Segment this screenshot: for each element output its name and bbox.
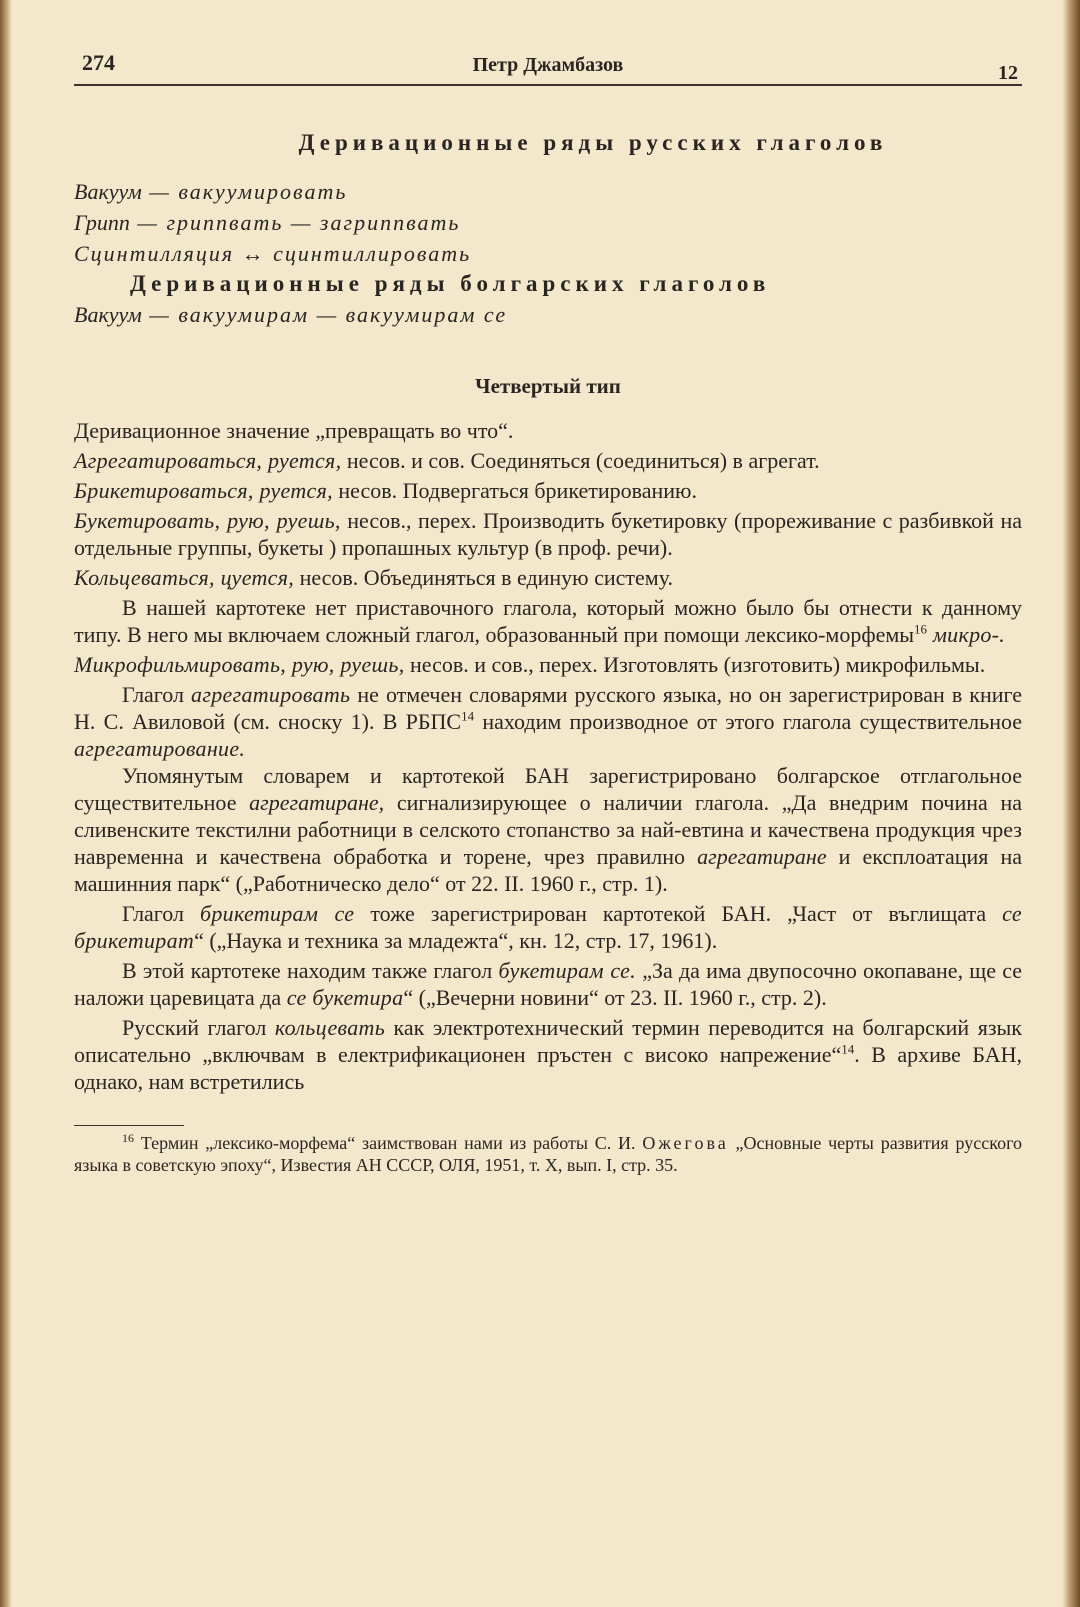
bg-row-lead: Вакуум: [74, 302, 142, 327]
header-right-mark: 12: [998, 62, 1018, 84]
definition-head: Кольцеваться, цуется,: [74, 565, 295, 590]
ru-row-rest: Сцинтилляция ↔ сцинтиллировать: [74, 241, 472, 266]
paragraph-text: и експлоатация на машинния парк“ („Работническо дело“ от 22. II. 1960 г., стр. 1).: [74, 844, 1022, 896]
section-subheading: Четвертый тип: [475, 374, 621, 398]
definition-briketirovatsya: [74, 477, 1022, 504]
paragraph-text: „За да има двупосочно окопаване, ще се наложи царевицата да: [74, 958, 1022, 1010]
paragraph-text: . В архиве БАН, однако, нам встретились: [74, 1042, 1023, 1094]
italic-term: агрегатировать: [191, 682, 351, 707]
running-head-author: Петр Джамбазов: [472, 54, 624, 76]
italic-term: се брикетират: [74, 901, 1022, 953]
ru-row-rest: — гриппвать — загриппвать: [129, 210, 461, 235]
paragraph-text: Глагол: [122, 682, 192, 707]
footnote-ref[interactable]: 16: [914, 621, 928, 637]
paragraph-upomyanutym: [74, 762, 1022, 897]
paragraph-nasha-kartoteka: [74, 594, 1022, 648]
definition-head: Агрегатироваться, руется,: [74, 448, 342, 473]
title-russian-rows: Деривационные ряды русских глаголов: [298, 130, 888, 155]
paragraph-text: Глагол: [122, 901, 200, 926]
italic-term: се букетира: [286, 985, 404, 1010]
definition-buketirovat: [74, 507, 1022, 561]
footnote-text: Термин „лексико-морфема“ заимствован нами из работы С. И.: [134, 1133, 643, 1153]
footnote-ref[interactable]: 14: [461, 708, 475, 724]
russian-derivation-rows: [74, 176, 1022, 269]
italic-term: агрегатиране,: [249, 790, 385, 815]
italic-term: кольцевать: [274, 1015, 386, 1040]
paragraph-intro: Деривационное значение „превращать во что“.: [74, 418, 514, 443]
italic-term: букетирам се.: [498, 958, 636, 983]
paragraph-text: В нашей картотеке нет приставочного глагола, который можно было бы отнести к данному типу. В него мы включаем сложный глагол, образованный при помощи лексико-морфемы: [74, 595, 1022, 647]
definition-text: несов. Подвергаться брикетированию.: [332, 478, 697, 503]
paragraph-text: находим производное от этого глагола существительное: [474, 709, 1022, 734]
bg-row-vakuum: [74, 299, 1022, 330]
paragraph-text: “ („Наука и техника за младежта“, кн. 12, стр. 17, 1961).: [194, 928, 718, 953]
paragraph-text: не отмечен словарями русского языка, но он зарегистрирован в книге Н. С. Авиловой (см. сноску 1). В РБПС: [74, 682, 1022, 734]
definition-head: Букетировать, рую, руешь,: [74, 508, 341, 533]
ru-row-gripp: [74, 207, 1022, 238]
definition-koltsevatsya: [74, 564, 1022, 591]
paragraph-text: как электротехнический термин переводится на болгарский язык описательно „включвам в електрификационен пръстен с високо напрежение“: [74, 1015, 1022, 1067]
paragraph-buketiram: [74, 957, 1022, 1011]
paragraph-text: Упомянутым словарем и картотекой БАН зарегистрировано болгарское отглагольное существительное: [74, 763, 1022, 815]
definition-head: Микрофильмировать, рую, руешь,: [74, 652, 405, 677]
ru-row-scintill: [74, 238, 1022, 269]
footnote-author: Ожегова: [642, 1133, 729, 1153]
italic-term: агрегатиране: [697, 844, 827, 869]
definition-text: несов. и сов. Соединяться (соединиться) в агрегат.: [341, 448, 820, 473]
title-bulgarian-rows: Деривационные ряды болгарских глаголов: [130, 271, 771, 296]
paragraph-glagol-agregatirovat: [74, 681, 1022, 762]
definition-text: несов. Объединяться в единую систему.: [294, 565, 674, 590]
italic-term: брикетирам се: [199, 901, 355, 926]
paragraph-briketiram: [74, 900, 1022, 954]
paragraph-text: сигнализирующее о наличии глагола. „Да внедрим почина на сливенските текстилни работници в селското стопанство за най-евтина и качествена продукция чрез навременна и качествена обработка и торене, чрез правилно: [74, 790, 1022, 869]
ru-row-rest: — вакуумировать: [141, 179, 348, 204]
book-spine-shadow: [0, 0, 12, 1607]
ru-row-lead: Грипп: [74, 210, 130, 235]
footnote-divider: [74, 1125, 184, 1126]
ru-row-vakuum: [74, 176, 1022, 207]
definition-text: несов. и сов., перех. Изготовлять (изготовить) микрофильмы.: [404, 652, 986, 677]
footnote-ref[interactable]: 14: [841, 1041, 855, 1057]
ru-row-lead: Вакуум: [74, 179, 142, 204]
book-page: [74, 40, 1022, 1176]
paragraph-koltsevat: [74, 1014, 1022, 1095]
paragraph-text: “ („Вечерни новини“ от 23. II. 1960 г., стр. 2).: [403, 985, 827, 1010]
paragraph-text: Русский глагол: [122, 1015, 275, 1040]
paragraph-text: В этой картотеке находим также глагол: [122, 958, 499, 983]
definition-agregatirovatsya: [74, 447, 1022, 474]
page-number: 274: [82, 50, 115, 75]
definition-text: несов., перех. Производить букетировку (прореживание с разбивкой на отдельные группы, букеты ) пропашных культур (в проф. речи).: [74, 508, 1022, 560]
definition-head: Брикетироваться, руется,: [74, 478, 333, 503]
footnote-text: „Основные черты развития русского языка в советскую эпоху“, Известия АН СССР, ОЛЯ, 1951, т. X, вып. I, стр. 35.: [74, 1133, 1023, 1175]
footnote-16: [74, 1132, 1022, 1176]
paragraph-text: тоже зарегистрирован картотекой БАН. „Част от въглищата: [354, 901, 1003, 926]
italic-term: микро-.: [927, 622, 1006, 647]
bg-row-rest: — вакуумирам — вакуумирам се: [141, 302, 508, 327]
page-edge-shadow: [1062, 0, 1080, 1607]
footnote-marker: 16: [122, 1131, 134, 1145]
italic-term: агрегатирование.: [74, 736, 246, 761]
definition-mikrofilmirovat: [74, 651, 1022, 678]
running-header: [74, 40, 1022, 86]
